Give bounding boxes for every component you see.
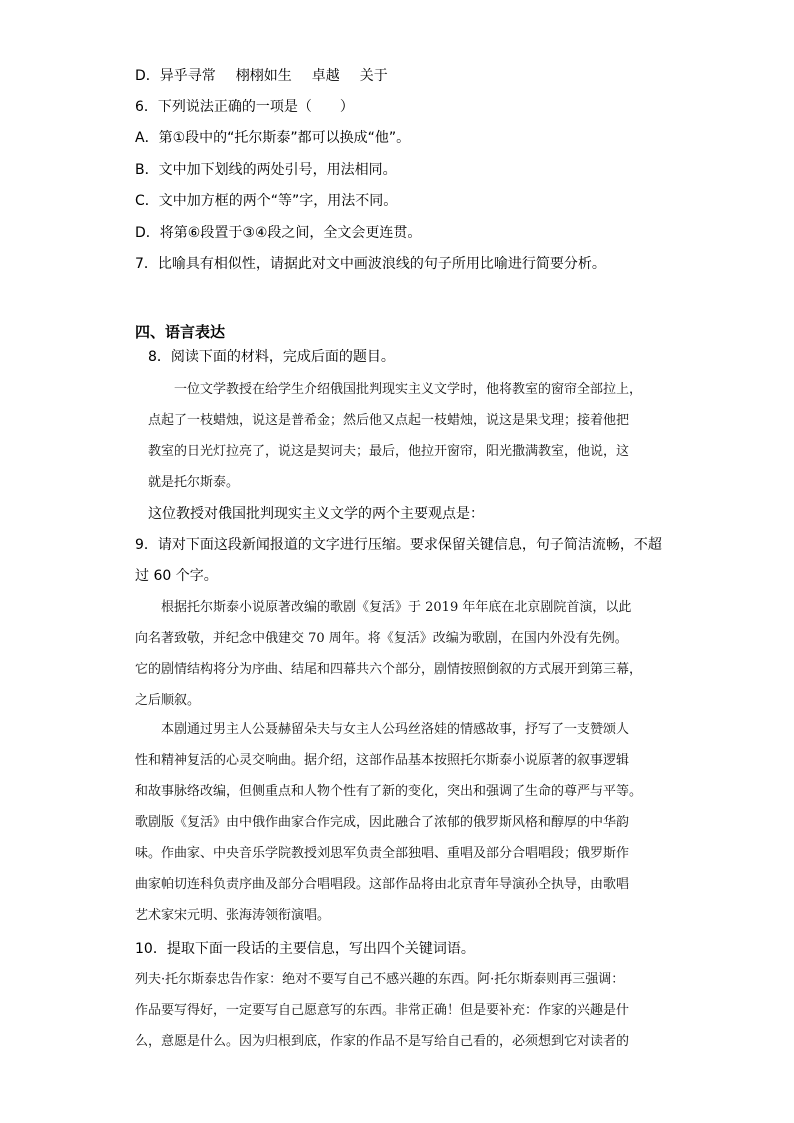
q9-stem-line2: 过 60 个字。 [135, 568, 218, 584]
material-line: 作品要写得好，一定要写自己愿意写的东西。非常正确！但是要补充：作家的兴趣是什 [135, 1003, 630, 1018]
q6-option-c: C．文中加方框的两个“等”字，用法不同。 [135, 193, 398, 209]
paragraph-line: 歌剧版《复活》由中俄作曲家合作完成，因此融合了浓郁的俄罗斯风格和醇厚的中华韵 [135, 815, 630, 830]
q9-paragraph-2 [135, 714, 642, 931]
paragraph-line: 艺术家宋元明、张海涛领衔演唱。 [135, 908, 331, 923]
q7-stem: 7．比喻具有相似性，请据此对文中画波浪线的句子所用比喻进行简要分析。 [135, 256, 606, 272]
material-line: 就是托尔斯泰。 [148, 475, 240, 490]
section-heading: 四、语言表达 [135, 323, 226, 341]
q8-prompt: 这位教授对俄国批判现实主义文学的两个主要观点是： [148, 506, 484, 522]
paragraph-line: 本剧通过男主人公聂赫留朵夫与女主人公玛丝洛娃的情感故事，抒写了一支赞颂人 [161, 722, 630, 737]
q6-option-d: D．将第⑥段置于③④段之间，全文会更连贯。 [135, 225, 422, 241]
material-line: 教室的日光灯拉亮了，说这是契诃夫；最后，他拉开窗帘，阳光撒满教室，他说，这 [148, 444, 630, 459]
paragraph-line: 和故事脉络改编，但侧重点和人物个性有了新的变化，突出和强调了生命的尊严与平等。 [135, 784, 643, 799]
paragraph-line: 曲家帕切连科负责序曲及部分合唱唱段。这部作品将由北京青年导演孙仝执导，由歌唱 [135, 877, 630, 892]
option-label: D．异乎寻常 [135, 68, 216, 84]
q9-paragraph-1 [135, 592, 642, 716]
q10-stem: 10．提取下面一段话的主要信息，写出四个关键词语。 [135, 941, 475, 957]
paragraph-line: 向名著致敬，并纪念中俄建交 70 周年。将《复活》改编为歌剧，在国内外没有先例。 [135, 631, 628, 646]
q6-option-a: A．第①段中的“托尔斯泰”都可以换成“他”。 [135, 130, 411, 146]
q9-stem-line1: 9．请对下面这段新闻报道的文字进行压缩。要求保留关键信息，句子简洁流畅，不超 [135, 537, 662, 553]
paragraph-line: 根据托尔斯泰小说原著改编的歌剧《复活》于 2019 年年底在北京剧院首演，以此 [161, 600, 632, 615]
material-line: 列夫·托尔斯泰忠告作家：绝对不要写自己不感兴趣的东西。阿·托尔斯泰则再三强调： [135, 972, 625, 987]
q6-stem: 6．下列说法正确的一项是（ ） [135, 99, 354, 115]
paragraph-line: 味。作曲家、中央音乐学院教授刘思军负责全部独唱、重唱及部分合唱唱段；俄罗斯作 [135, 846, 630, 861]
paragraph-line: 它的剧情结构将分为序曲、结尾和四幕共六个部分，剧情按照倒叙的方式展开到第三幕， [135, 662, 643, 677]
material-line: 点起了一枝蜡烛，说这是普希金；然后他又点起一枝蜡烛，说这是果戈理；接着他把 [148, 413, 630, 428]
q6-option-b: B．文中加下划线的两处引号，用法相同。 [135, 162, 397, 178]
paragraph-line: 性和精神复活的心灵交响曲。据介绍，这部作品基本按照托尔斯泰小说原著的叙事逻辑 [135, 753, 630, 768]
option-word: 关于 [359, 68, 388, 84]
q8-stem: 8．阅读下面的材料，完成后面的题目。 [148, 349, 395, 365]
q5-option-d [135, 66, 408, 86]
q10-material [135, 964, 629, 1057]
paragraph-line: 之后顺叙。 [135, 693, 201, 708]
option-word: 栩栩如生 [235, 68, 292, 84]
material-line: 么，意愿是什么。因为归根到底，作家的作品不是写给自己看的，必须想到它对读者的 [135, 1034, 630, 1049]
material-line: 一位文学教授在给学生介绍俄国批判现实主义文学时，他将教室的窗帘全部拉上， [174, 382, 643, 397]
q8-material [148, 374, 642, 498]
option-word: 卓越 [311, 68, 340, 84]
